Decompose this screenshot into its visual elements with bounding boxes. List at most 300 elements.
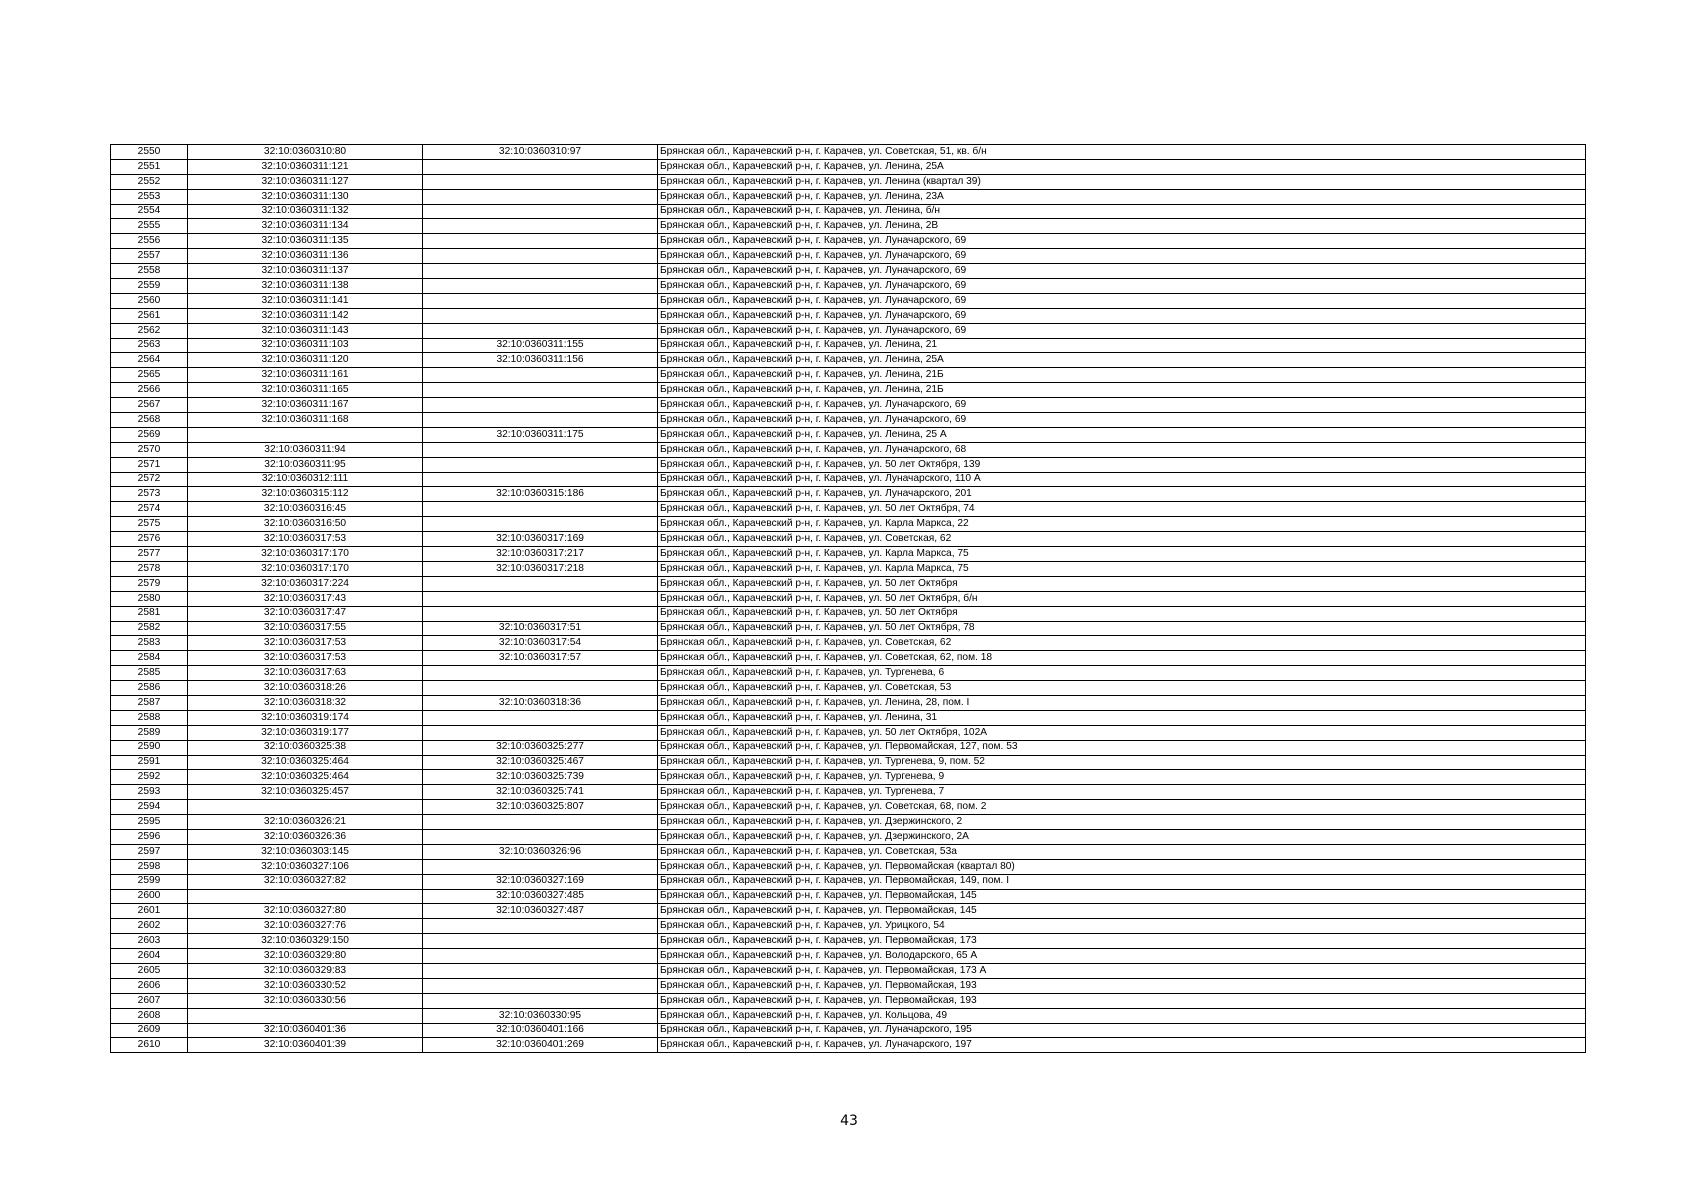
table-row [111, 725, 1586, 740]
cadastral-number-cell: 32:10:0360327:82 [188, 874, 423, 889]
address-cell: Брянская обл., Карачевский р-н, г. Карачев, ул. Первомайская, 145 [658, 904, 1586, 919]
cadastral-number-cell: 32:10:0360330:52 [188, 978, 423, 993]
cadastral-number-cell: 32:10:0360311:168 [188, 413, 423, 428]
address-cell: Брянская обл., Карачевский р-н, г. Карачев, ул. Советская, 68, пом. 2 [658, 800, 1586, 815]
table-row [111, 189, 1586, 204]
table-row [111, 159, 1586, 174]
table-row [111, 442, 1586, 457]
address-cell: Брянская обл., Карачевский р-н, г. Карачев, ул. Луначарского, 69 [658, 308, 1586, 323]
address-cell: Брянская обл., Карачевский р-н, г. Карачев, ул. Тургенева, 9 [658, 770, 1586, 785]
cadastral-number-cell: 32:10:0360311:95 [188, 457, 423, 472]
page-number: 43 [840, 1113, 858, 1129]
cadastral-number-cell: 32:10:0360329:83 [188, 963, 423, 978]
row-number-cell: 2590 [111, 740, 188, 755]
address-cell: Брянская обл., Карачевский р-н, г. Карачев, ул. 50 лет Октября, 139 [658, 457, 1586, 472]
linked-cadastral-number-cell: 32:10:0360325:807 [423, 800, 658, 815]
address-cell: Брянская обл., Карачевский р-н, г. Карачев, ул. Дзержинского, 2 [658, 815, 1586, 830]
address-cell: Брянская обл., Карачевский р-н, г. Карачев, ул. Володарского, 65 А [658, 949, 1586, 964]
row-number-cell: 2556 [111, 234, 188, 249]
table-row [111, 1023, 1586, 1038]
row-number-cell: 2565 [111, 368, 188, 383]
address-cell: Брянская обл., Карачевский р-н, г. Карачев, ул. Луначарского, 69 [658, 398, 1586, 413]
cadastral-number-cell: 32:10:0360316:45 [188, 502, 423, 517]
table-row [111, 1038, 1586, 1053]
linked-cadastral-number-cell [423, 293, 658, 308]
address-cell: Брянская обл., Карачевский р-н, г. Карачев, ул. Луначарского, 69 [658, 323, 1586, 338]
row-number-cell: 2597 [111, 844, 188, 859]
linked-cadastral-number-cell [423, 323, 658, 338]
cadastral-number-cell: 32:10:0360311:143 [188, 323, 423, 338]
row-number-cell: 2586 [111, 681, 188, 696]
cadastral-number-cell: 32:10:0360311:167 [188, 398, 423, 413]
cadastral-number-cell: 32:10:0360311:137 [188, 264, 423, 279]
row-number-cell: 2598 [111, 859, 188, 874]
address-cell: Брянская обл., Карачевский р-н, г. Карачев, ул. Первомайская, 149, пом. I [658, 874, 1586, 889]
linked-cadastral-number-cell: 32:10:0360325:277 [423, 740, 658, 755]
cadastral-number-cell: 32:10:0360327:76 [188, 919, 423, 934]
row-number-cell: 2577 [111, 547, 188, 562]
table-row [111, 934, 1586, 949]
linked-cadastral-number-cell [423, 413, 658, 428]
linked-cadastral-number-cell [423, 383, 658, 398]
address-cell: Брянская обл., Карачевский р-н, г. Карачев, ул. Советская, 62 [658, 636, 1586, 651]
address-cell: Брянская обл., Карачевский р-н, г. Карачев, ул. Луначарского, 69 [658, 249, 1586, 264]
cadastral-number-cell: 32:10:0360317:43 [188, 591, 423, 606]
table-row [111, 264, 1586, 279]
address-cell: Брянская обл., Карачевский р-н, г. Карачев, ул. 50 лет Октября, б/н [658, 591, 1586, 606]
linked-cadastral-number-cell: 32:10:0360327:169 [423, 874, 658, 889]
row-number-cell: 2580 [111, 591, 188, 606]
row-number-cell: 2558 [111, 264, 188, 279]
cadastral-number-cell: 32:10:0360311:135 [188, 234, 423, 249]
cadastral-number-cell [188, 800, 423, 815]
table-row [111, 740, 1586, 755]
cadastral-number-cell: 32:10:0360325:464 [188, 755, 423, 770]
row-number-cell: 2585 [111, 666, 188, 681]
table-row [111, 472, 1586, 487]
linked-cadastral-number-cell: 32:10:0360311:175 [423, 427, 658, 442]
address-cell: Брянская обл., Карачевский р-н, г. Карачев, ул. 50 лет Октября [658, 606, 1586, 621]
property-table [110, 144, 1586, 1053]
row-number-cell: 2605 [111, 963, 188, 978]
table-row [111, 859, 1586, 874]
linked-cadastral-number-cell [423, 174, 658, 189]
row-number-cell: 2592 [111, 770, 188, 785]
table-row [111, 1008, 1586, 1023]
cadastral-number-cell: 32:10:0360311:165 [188, 383, 423, 398]
row-number-cell: 2560 [111, 293, 188, 308]
table-row [111, 993, 1586, 1008]
linked-cadastral-number-cell [423, 308, 658, 323]
cadastral-number-cell: 32:10:0360311:132 [188, 204, 423, 219]
cadastral-number-cell: 32:10:0360325:38 [188, 740, 423, 755]
cadastral-number-cell: 32:10:0360317:53 [188, 636, 423, 651]
address-cell: Брянская обл., Карачевский р-н, г. Карачев, ул. Ленина, б/н [658, 204, 1586, 219]
address-cell: Брянская обл., Карачевский р-н, г. Карачев, ул. Первомайская (квартал 80) [658, 859, 1586, 874]
linked-cadastral-number-cell [423, 204, 658, 219]
table-row [111, 398, 1586, 413]
cadastral-number-cell: 32:10:0360317:55 [188, 621, 423, 636]
row-number-cell: 2568 [111, 413, 188, 428]
table-row [111, 174, 1586, 189]
table-row [111, 651, 1586, 666]
address-cell: Брянская обл., Карачевский р-н, г. Карачев, ул. Карла Маркса, 75 [658, 561, 1586, 576]
linked-cadastral-number-cell: 32:10:0360326:96 [423, 844, 658, 859]
linked-cadastral-number-cell [423, 517, 658, 532]
row-number-cell: 2563 [111, 338, 188, 353]
row-number-cell: 2603 [111, 934, 188, 949]
cadastral-number-cell: 32:10:0360303:145 [188, 844, 423, 859]
cadastral-number-cell [188, 427, 423, 442]
linked-cadastral-number-cell: 32:10:0360327:487 [423, 904, 658, 919]
linked-cadastral-number-cell: 32:10:0360317:51 [423, 621, 658, 636]
row-number-cell: 2572 [111, 472, 188, 487]
row-number-cell: 2581 [111, 606, 188, 621]
linked-cadastral-number-cell [423, 963, 658, 978]
row-number-cell: 2557 [111, 249, 188, 264]
row-number-cell: 2606 [111, 978, 188, 993]
linked-cadastral-number-cell [423, 978, 658, 993]
table-row [111, 978, 1586, 993]
table-body [111, 145, 1586, 1053]
cadastral-number-cell: 32:10:0360325:457 [188, 785, 423, 800]
address-cell: Брянская обл., Карачевский р-н, г. Карачев, ул. Луначарского, 195 [658, 1023, 1586, 1038]
table-row [111, 606, 1586, 621]
row-number-cell: 2609 [111, 1023, 188, 1038]
row-number-cell: 2608 [111, 1008, 188, 1023]
cadastral-number-cell: 32:10:0360317:170 [188, 561, 423, 576]
cadastral-number-cell: 32:10:0360311:121 [188, 159, 423, 174]
table-row [111, 502, 1586, 517]
linked-cadastral-number-cell: 32:10:0360317:218 [423, 561, 658, 576]
row-number-cell: 2588 [111, 710, 188, 725]
cadastral-number-cell: 32:10:0360327:106 [188, 859, 423, 874]
address-cell: Брянская обл., Карачевский р-н, г. Карачев, ул. Первомайская, 145 [658, 889, 1586, 904]
row-number-cell: 2591 [111, 755, 188, 770]
linked-cadastral-number-cell: 32:10:0360325:467 [423, 755, 658, 770]
row-number-cell: 2554 [111, 204, 188, 219]
linked-cadastral-number-cell: 32:10:0360311:155 [423, 338, 658, 353]
row-number-cell: 2559 [111, 279, 188, 294]
linked-cadastral-number-cell [423, 502, 658, 517]
row-number-cell: 2575 [111, 517, 188, 532]
linked-cadastral-number-cell: 32:10:0360401:269 [423, 1038, 658, 1053]
linked-cadastral-number-cell [423, 681, 658, 696]
cadastral-number-cell: 32:10:0360311:161 [188, 368, 423, 383]
address-cell: Брянская обл., Карачевский р-н, г. Карачев, ул. Тургенева, 7 [658, 785, 1586, 800]
table-row [111, 636, 1586, 651]
table-row [111, 427, 1586, 442]
address-cell: Брянская обл., Карачевский р-н, г. Карачев, ул. Луначарского, 68 [658, 442, 1586, 457]
address-cell: Брянская обл., Карачевский р-н, г. Карачев, ул. Ленина, 25А [658, 159, 1586, 174]
linked-cadastral-number-cell [423, 859, 658, 874]
row-number-cell: 2566 [111, 383, 188, 398]
cadastral-number-cell: 32:10:0360317:224 [188, 576, 423, 591]
address-cell: Брянская обл., Карачевский р-н, г. Карачев, ул. Советская, 62, пом. 18 [658, 651, 1586, 666]
cadastral-number-cell: 32:10:0360318:32 [188, 695, 423, 710]
row-number-cell: 2573 [111, 487, 188, 502]
cadastral-number-cell: 32:10:0360312:111 [188, 472, 423, 487]
linked-cadastral-number-cell: 32:10:0360327:485 [423, 889, 658, 904]
linked-cadastral-number-cell [423, 934, 658, 949]
row-number-cell: 2576 [111, 532, 188, 547]
address-cell: Брянская обл., Карачевский р-н, г. Карачев, ул. Луначарского, 69 [658, 279, 1586, 294]
linked-cadastral-number-cell [423, 829, 658, 844]
table-row [111, 963, 1586, 978]
cadastral-number-cell: 32:10:0360311:134 [188, 219, 423, 234]
cadastral-number-cell: 32:10:0360311:136 [188, 249, 423, 264]
linked-cadastral-number-cell: 32:10:0360315:186 [423, 487, 658, 502]
linked-cadastral-number-cell [423, 189, 658, 204]
linked-cadastral-number-cell [423, 442, 658, 457]
linked-cadastral-number-cell [423, 219, 658, 234]
cadastral-number-cell: 32:10:0360317:170 [188, 547, 423, 562]
linked-cadastral-number-cell [423, 591, 658, 606]
table-row [111, 219, 1586, 234]
address-cell: Брянская обл., Карачевский р-н, г. Карачев, ул. Карла Маркса, 22 [658, 517, 1586, 532]
address-cell: Брянская обл., Карачевский р-н, г. Карачев, ул. Ленина, 2В [658, 219, 1586, 234]
address-cell: Брянская обл., Карачевский р-н, г. Карачев, ул. Советская, 51, кв. б/н [658, 145, 1586, 160]
linked-cadastral-number-cell [423, 457, 658, 472]
address-cell: Брянская обл., Карачевский р-н, г. Карачев, ул. Дзержинского, 2А [658, 829, 1586, 844]
address-cell: Брянская обл., Карачевский р-н, г. Карачев, ул. Ленина, 31 [658, 710, 1586, 725]
row-number-cell: 2599 [111, 874, 188, 889]
table-row [111, 576, 1586, 591]
cadastral-number-cell: 32:10:0360319:174 [188, 710, 423, 725]
linked-cadastral-number-cell: 32:10:0360330:95 [423, 1008, 658, 1023]
table-row [111, 279, 1586, 294]
cadastral-number-cell [188, 889, 423, 904]
address-cell: Брянская обл., Карачевский р-н, г. Карачев, ул. Тургенева, 9, пом. 52 [658, 755, 1586, 770]
table-row [111, 368, 1586, 383]
address-cell: Брянская обл., Карачевский р-н, г. Карачев, ул. Советская, 53 [658, 681, 1586, 696]
address-cell: Брянская обл., Карачевский р-н, г. Карачев, ул. Ленина, 25 А [658, 427, 1586, 442]
row-number-cell: 2584 [111, 651, 188, 666]
table-row [111, 145, 1586, 160]
row-number-cell: 2571 [111, 457, 188, 472]
table-row [111, 487, 1586, 502]
address-cell: Брянская обл., Карачевский р-н, г. Карачев, ул. Ленина, 21 [658, 338, 1586, 353]
linked-cadastral-number-cell [423, 815, 658, 830]
row-number-cell: 2561 [111, 308, 188, 323]
linked-cadastral-number-cell [423, 279, 658, 294]
row-number-cell: 2602 [111, 919, 188, 934]
address-cell: Брянская обл., Карачевский р-н, г. Карачев, ул. Луначарского, 69 [658, 264, 1586, 279]
linked-cadastral-number-cell [423, 368, 658, 383]
table-row [111, 353, 1586, 368]
table-row [111, 695, 1586, 710]
row-number-cell: 2555 [111, 219, 188, 234]
cadastral-number-cell: 32:10:0360311:120 [188, 353, 423, 368]
table-row [111, 591, 1586, 606]
linked-cadastral-number-cell [423, 264, 658, 279]
table-row [111, 323, 1586, 338]
address-cell: Брянская обл., Карачевский р-н, г. Карачев, ул. Урицкого, 54 [658, 919, 1586, 934]
table-row [111, 517, 1586, 532]
linked-cadastral-number-cell [423, 949, 658, 964]
row-number-cell: 2600 [111, 889, 188, 904]
table-row [111, 710, 1586, 725]
table-row [111, 413, 1586, 428]
row-number-cell: 2582 [111, 621, 188, 636]
table-row [111, 308, 1586, 323]
linked-cadastral-number-cell [423, 710, 658, 725]
row-number-cell: 2574 [111, 502, 188, 517]
table-row [111, 666, 1586, 681]
cadastral-number-cell: 32:10:0360326:21 [188, 815, 423, 830]
row-number-cell: 2552 [111, 174, 188, 189]
table-row [111, 621, 1586, 636]
row-number-cell: 2587 [111, 695, 188, 710]
row-number-cell: 2569 [111, 427, 188, 442]
table-row [111, 889, 1586, 904]
address-cell: Брянская обл., Карачевский р-н, г. Карачев, ул. Кольцова, 49 [658, 1008, 1586, 1023]
table-row [111, 785, 1586, 800]
table-row [111, 949, 1586, 964]
cadastral-number-cell: 32:10:0360317:47 [188, 606, 423, 621]
table-row [111, 249, 1586, 264]
cadastral-number-cell: 32:10:0360311:142 [188, 308, 423, 323]
cadastral-number-cell: 32:10:0360327:80 [188, 904, 423, 919]
address-cell: Брянская обл., Карачевский р-н, г. Карачев, ул. Луначарского, 197 [658, 1038, 1586, 1053]
cadastral-number-cell: 32:10:0360311:130 [188, 189, 423, 204]
address-cell: Брянская обл., Карачевский р-н, г. Карачев, ул. Ленина, 23А [658, 189, 1586, 204]
row-number-cell: 2601 [111, 904, 188, 919]
linked-cadastral-number-cell [423, 666, 658, 681]
address-cell: Брянская обл., Карачевский р-н, г. Карачев, ул. 50 лет Октября, 74 [658, 502, 1586, 517]
row-number-cell: 2567 [111, 398, 188, 413]
address-cell: Брянская обл., Карачевский р-н, г. Карачев, ул. Первомайская, 193 [658, 978, 1586, 993]
table-row [111, 681, 1586, 696]
table-row [111, 204, 1586, 219]
table-row [111, 815, 1586, 830]
cadastral-number-cell: 32:10:0360330:56 [188, 993, 423, 1008]
linked-cadastral-number-cell: 32:10:0360318:36 [423, 695, 658, 710]
row-number-cell: 2579 [111, 576, 188, 591]
cadastral-number-cell: 32:10:0360401:36 [188, 1023, 423, 1038]
cadastral-number-cell: 32:10:0360329:80 [188, 949, 423, 964]
address-cell: Брянская обл., Карачевский р-н, г. Карачев, ул. Луначарского, 69 [658, 234, 1586, 249]
address-cell: Брянская обл., Карачевский р-н, г. Карачев, ул. 50 лет Октября, 102А [658, 725, 1586, 740]
address-cell: Брянская обл., Карачевский р-н, г. Карачев, ул. Ленина, 25А [658, 353, 1586, 368]
linked-cadastral-number-cell [423, 249, 658, 264]
table-row [111, 338, 1586, 353]
cadastral-number-cell: 32:10:0360326:36 [188, 829, 423, 844]
table-row [111, 919, 1586, 934]
address-cell: Брянская обл., Карачевский р-н, г. Карачев, ул. Первомайская, 173 [658, 934, 1586, 949]
table-row [111, 457, 1586, 472]
cadastral-number-cell: 32:10:0360311:141 [188, 293, 423, 308]
cadastral-number-cell: 32:10:0360317:63 [188, 666, 423, 681]
linked-cadastral-number-cell [423, 725, 658, 740]
cadastral-number-cell: 32:10:0360319:177 [188, 725, 423, 740]
row-number-cell: 2551 [111, 159, 188, 174]
linked-cadastral-number-cell: 32:10:0360310:97 [423, 145, 658, 160]
address-cell: Брянская обл., Карачевский р-н, г. Карачев, ул. Луначарского, 69 [658, 413, 1586, 428]
linked-cadastral-number-cell: 32:10:0360325:739 [423, 770, 658, 785]
linked-cadastral-number-cell: 32:10:0360317:217 [423, 547, 658, 562]
address-cell: Брянская обл., Карачевский р-н, г. Карачев, ул. Советская, 62 [658, 532, 1586, 547]
cadastral-number-cell: 32:10:0360311:94 [188, 442, 423, 457]
address-cell: Брянская обл., Карачевский р-н, г. Карачев, ул. Первомайская, 173 А [658, 963, 1586, 978]
address-cell: Брянская обл., Карачевский р-н, г. Карачев, ул. Ленина, 28, пом. I [658, 695, 1586, 710]
cadastral-number-cell: 32:10:0360311:103 [188, 338, 423, 353]
linked-cadastral-number-cell [423, 472, 658, 487]
row-number-cell: 2594 [111, 800, 188, 815]
cadastral-number-cell: 32:10:0360401:39 [188, 1038, 423, 1053]
cadastral-number-cell: 32:10:0360311:138 [188, 279, 423, 294]
address-cell: Брянская обл., Карачевский р-н, г. Карачев, ул. Карла Маркса, 75 [658, 547, 1586, 562]
row-number-cell: 2578 [111, 561, 188, 576]
address-cell: Брянская обл., Карачевский р-н, г. Карачев, ул. Советская, 53а [658, 844, 1586, 859]
row-number-cell: 2589 [111, 725, 188, 740]
table-row [111, 547, 1586, 562]
row-number-cell: 2583 [111, 636, 188, 651]
cadastral-number-cell: 32:10:0360310:80 [188, 145, 423, 160]
address-cell: Брянская обл., Карачевский р-н, г. Карачев, ул. Луначарского, 110 А [658, 472, 1586, 487]
cadastral-number-cell: 32:10:0360316:50 [188, 517, 423, 532]
table-row [111, 532, 1586, 547]
linked-cadastral-number-cell [423, 234, 658, 249]
table-row [111, 561, 1586, 576]
linked-cadastral-number-cell: 32:10:0360317:54 [423, 636, 658, 651]
linked-cadastral-number-cell [423, 159, 658, 174]
address-cell: Брянская обл., Карачевский р-н, г. Карачев, ул. 50 лет Октября, 78 [658, 621, 1586, 636]
table-row [111, 904, 1586, 919]
row-number-cell: 2596 [111, 829, 188, 844]
row-number-cell: 2610 [111, 1038, 188, 1053]
linked-cadastral-number-cell [423, 576, 658, 591]
linked-cadastral-number-cell [423, 919, 658, 934]
linked-cadastral-number-cell [423, 398, 658, 413]
address-cell: Брянская обл., Карачевский р-н, г. Карачев, ул. Луначарского, 201 [658, 487, 1586, 502]
row-number-cell: 2564 [111, 353, 188, 368]
row-number-cell: 2607 [111, 993, 188, 1008]
address-cell: Брянская обл., Карачевский р-н, г. Карачев, ул. 50 лет Октября [658, 576, 1586, 591]
row-number-cell: 2553 [111, 189, 188, 204]
address-cell: Брянская обл., Карачевский р-н, г. Карачев, ул. Первомайская, 127, пом. 53 [658, 740, 1586, 755]
linked-cadastral-number-cell: 32:10:0360317:57 [423, 651, 658, 666]
cadastral-number-cell: 32:10:0360317:53 [188, 532, 423, 547]
cadastral-number-cell: 32:10:0360317:53 [188, 651, 423, 666]
cadastral-number-cell: 32:10:0360325:464 [188, 770, 423, 785]
table-row [111, 874, 1586, 889]
table-row [111, 293, 1586, 308]
linked-cadastral-number-cell: 32:10:0360317:169 [423, 532, 658, 547]
address-cell: Брянская обл., Карачевский р-н, г. Карачев, ул. Тургенева, 6 [658, 666, 1586, 681]
cadastral-number-cell: 32:10:0360315:112 [188, 487, 423, 502]
address-cell: Брянская обл., Карачевский р-н, г. Карачев, ул. Луначарского, 69 [658, 293, 1586, 308]
row-number-cell: 2593 [111, 785, 188, 800]
table-row [111, 234, 1586, 249]
linked-cadastral-number-cell [423, 993, 658, 1008]
cadastral-number-cell: 32:10:0360311:127 [188, 174, 423, 189]
linked-cadastral-number-cell: 32:10:0360325:741 [423, 785, 658, 800]
row-number-cell: 2595 [111, 815, 188, 830]
cadastral-number-cell [188, 1008, 423, 1023]
cadastral-number-cell: 32:10:0360318:26 [188, 681, 423, 696]
address-cell: Брянская обл., Карачевский р-н, г. Карачев, ул. Первомайская, 193 [658, 993, 1586, 1008]
linked-cadastral-number-cell: 32:10:0360401:166 [423, 1023, 658, 1038]
table-row [111, 829, 1586, 844]
table-row [111, 770, 1586, 785]
address-cell: Брянская обл., Карачевский р-н, г. Карачев, ул. Ленина, 21Б [658, 383, 1586, 398]
row-number-cell: 2550 [111, 145, 188, 160]
row-number-cell: 2570 [111, 442, 188, 457]
table-row [111, 383, 1586, 398]
table-row [111, 800, 1586, 815]
table-row [111, 755, 1586, 770]
